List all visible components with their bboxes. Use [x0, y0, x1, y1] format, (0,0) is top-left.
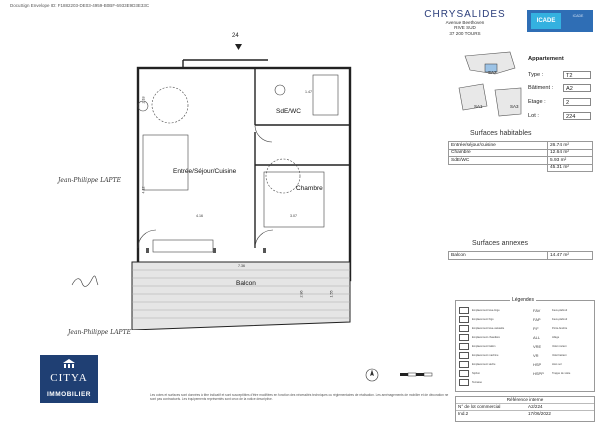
table-cell: 5.93 m²	[548, 157, 593, 165]
dimension-label: 2.86	[299, 290, 304, 298]
compass-icon	[365, 368, 379, 382]
legend-item: Terrasse	[472, 381, 482, 384]
apartment-field-value: T2	[563, 71, 591, 79]
legend-code: FAP	[533, 317, 541, 322]
legend-left-column	[459, 306, 504, 387]
legend-code: P.F	[533, 326, 539, 331]
table-row	[449, 164, 593, 172]
legend-item: Hors sol	[552, 363, 562, 366]
key-plan-label: SA3	[510, 104, 519, 109]
table-cell: Entrée/séjour/cuisine	[449, 142, 548, 150]
apartment-field-label: Etage :	[528, 99, 546, 105]
agency-name: CITYA	[50, 372, 88, 384]
legend-item: Emplacement sèche	[472, 363, 496, 366]
table-row	[449, 252, 593, 260]
disclaimer-text: Les cotes et surfaces sont données à titre indicatif et sont susceptibles d'être modifiées en fonction des nécessités techniques ou réglementaires de réalisation. Les aménagements de mobilier et de décoration ne sont pas contractuels. Les équipements représentés sont ceux de la notice descriptive.	[150, 393, 449, 401]
legend-item: Volet battant	[552, 354, 567, 357]
key-plan-label: SA1	[474, 104, 483, 109]
key-plan	[455, 48, 525, 120]
dimension-label: 4.16	[196, 214, 203, 218]
legend-item: Emplacement chaudière	[472, 336, 500, 339]
apartment-field-value: 2	[563, 98, 591, 106]
legend-code: HSP	[533, 362, 542, 367]
plan-marker: 24	[232, 33, 239, 39]
project-name: CHRYSALIDES	[424, 9, 506, 20]
project-address-line: RIVE SUD	[454, 25, 476, 31]
dimension-label: 2.18	[141, 96, 146, 104]
apartment-field-value: A2	[563, 84, 591, 92]
surfaces-annexes-table	[448, 251, 593, 260]
legend-item: Emplacement machine	[472, 354, 499, 357]
dimension-label: 4.12	[141, 186, 146, 194]
legend-right-column	[533, 306, 570, 378]
scale-bar	[398, 368, 438, 382]
dimension-label: 1.47	[305, 90, 312, 94]
signature-text: Jean-Philippe LAPTE	[58, 177, 121, 184]
table-cell: SdE/WC	[449, 157, 548, 165]
legend-item: Volet roulant	[552, 345, 567, 348]
legend-item: Faux-plafond	[552, 309, 568, 312]
surfaces-habitables-table	[448, 141, 593, 172]
legend-item: Faux-plafond	[552, 318, 568, 321]
surfaces-annexes-title: Surfaces annexes	[472, 240, 529, 247]
reference-label: Ind.2	[458, 411, 469, 416]
room-bedroom-label: Chambre	[296, 185, 323, 192]
icade-logo-sub: ICADE	[572, 14, 584, 18]
room-bathroom-label: SdE/WC	[276, 108, 301, 115]
table-row	[449, 157, 593, 165]
legend-item: Porte-fenêtre	[552, 327, 568, 330]
legend-code: ALL	[533, 335, 541, 340]
reference-title: Référence interne	[456, 397, 594, 404]
reference-box	[455, 396, 595, 422]
apartment-title: Appartement	[528, 56, 564, 62]
legend-item: Trappe de visite	[552, 372, 571, 375]
apartment-field-value: 224	[563, 112, 591, 120]
legend-code: HSPP	[533, 371, 544, 376]
legend-code: FAV	[533, 308, 541, 313]
legend-item: Siphon	[472, 372, 481, 375]
legend-item: Emplacement frigo	[472, 318, 494, 321]
document-id: DocuSign Envelope ID: F1882203-DE03-4959-B0BF-6933E9D3E33C	[10, 3, 150, 8]
table-cell: 14.47 m²	[548, 252, 593, 260]
key-plan-label: SA2	[488, 70, 497, 75]
table-cell: Chambre	[449, 149, 548, 157]
dimension-label: 3.07	[290, 214, 297, 218]
legend-code: VRE	[533, 344, 542, 349]
project-address-line: Avenue Beethoven	[445, 20, 485, 25]
icade-logo-text: ICADE	[531, 13, 561, 29]
legend-item: Emplacement lave-linge	[472, 309, 500, 312]
dimension-label: 7.36	[238, 264, 245, 268]
legend-item: Emplacement ballon	[472, 345, 496, 348]
room-balcony-label: Balcon	[236, 280, 256, 287]
legend-code: VR	[533, 353, 539, 358]
table-row	[449, 142, 593, 150]
reference-label: N° de lot commercial	[458, 404, 501, 409]
table-row	[449, 149, 593, 157]
temple-icon	[62, 358, 76, 370]
legend-item: Allège	[552, 336, 560, 339]
dimension-label: 1.55	[329, 290, 334, 298]
reference-row	[456, 411, 594, 417]
surfaces-total: 45.31 m²	[548, 164, 593, 172]
table-cell: Balcon	[449, 252, 548, 260]
legend-item: Emplacement lave-vaisselle	[472, 327, 505, 330]
floor-plan	[118, 30, 363, 330]
reference-value: A2/224	[528, 404, 543, 409]
legend-title: Légendes	[512, 297, 534, 303]
reference-value: 17/06/2022	[528, 411, 551, 416]
reference-row	[456, 404, 594, 411]
room-living-label: Entrée/Séjour/Cuisine	[173, 168, 237, 175]
apartment-field-label: Bâtiment :	[528, 85, 554, 91]
table-cell: 12.64 m²	[548, 149, 593, 157]
project-brand	[420, 9, 510, 36]
project-address-line: 37 200 TOURS	[449, 30, 481, 36]
table-cell: 26.74 m²	[548, 142, 593, 150]
signature-text: Jean-Philippe LAPTE	[68, 329, 131, 336]
agency-sub: IMMOBILIER	[47, 391, 91, 398]
apartment-field-label: Type :	[528, 72, 544, 78]
surfaces-habitables-title: Surfaces habitables	[470, 130, 532, 137]
signature-initials	[70, 275, 100, 289]
apartment-field-label: Lot :	[528, 113, 539, 119]
